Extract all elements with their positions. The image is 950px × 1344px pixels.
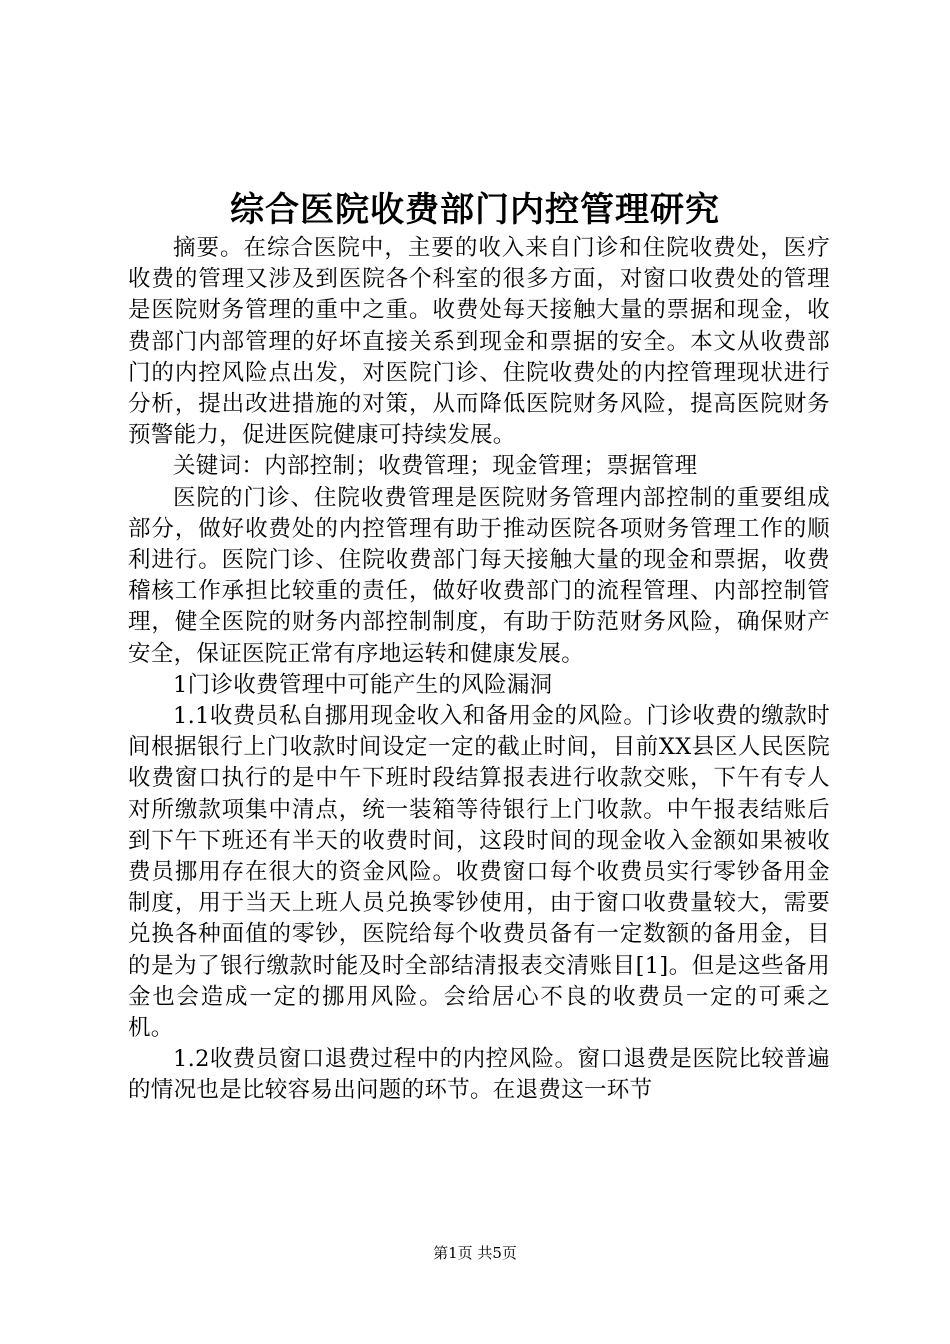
keywords-paragraph: 关键词：内部控制；收费管理；现金管理；票据管理: [173, 453, 698, 480]
page-footer: 第1页 共5页: [433, 1244, 517, 1262]
section-heading: 1门诊收费管理中可能产生的风险漏洞: [173, 671, 553, 698]
document-body: [128, 233, 830, 1107]
subsection-1-2-paragraph: 1.2收费员窗口退费过程中的内控风险。窗口退费是医院比较普遍的情况也是比较容易出问题的环节。在退费这一环节: [128, 1046, 830, 1104]
subsection-1-1-paragraph: 1.1收费员私自挪用现金收入和备用金的风险。门诊收费的缴款时间根据银行上门收款时间设定一定的截止时间，目前XX县区人民医院收费窗口执行的是中午下班时段结算报表进行收款交账，下午有专人对所缴款项集中清点，统一装箱等待银行上门收款。中午报表结账后到下午下班还有半天的收费时间，这段时间的现金收入金额如果被收费员挪用存在很大的资金风险。收费窗口每个收费员实行零钞备用金制度，用于当天上班人员兑换零钞使用，由于窗口收费量较大，需要兑换各种面值的零钞，医院给每个收费员备有一定数额的备用金，目的是为了银行缴款时能及时全部结清报表交清账目[1]。但是这些备用金也会造成一定的挪用风险。会给居心不良的收费员一定的可乘之机。: [128, 703, 830, 1042]
abstract-paragraph: 摘要。在综合医院中，主要的收入来自门诊和住院收费处，医疗收费的管理又涉及到医院各个科室的很多方面，对窗口收费处的管理是医院财务管理的重中之重。收费处每天接触大量的票据和现金，收费部门内部管理的好坏直接关系到现金和票据的安全。本文从收费部门的内控风险点出发，对医院门诊、住院收费处的内控管理现状进行分析，提出改进措施的对策，从而降低医院财务风险，提高医院财务预警能力，促进医院健康可持续发展。: [128, 235, 830, 449]
document-title: 综合医院收费部门内控管理研究: [230, 190, 720, 230]
intro-paragraph: 医院的门诊、住院收费管理是医院财务管理内部控制的重要组成部分，做好收费处的内控管理有助于推动医院各项财务管理工作的顺利进行。医院门诊、住院收费部门每天接触大量的现金和票据，收费稽核工作承担比较重的责任，做好收费部门的流程管理、内部控制管理，健全医院的财务内部控制制度，有助于防范财务风险，确保财产安全，保证医院正常有序地运转和健康发展。: [128, 484, 830, 667]
